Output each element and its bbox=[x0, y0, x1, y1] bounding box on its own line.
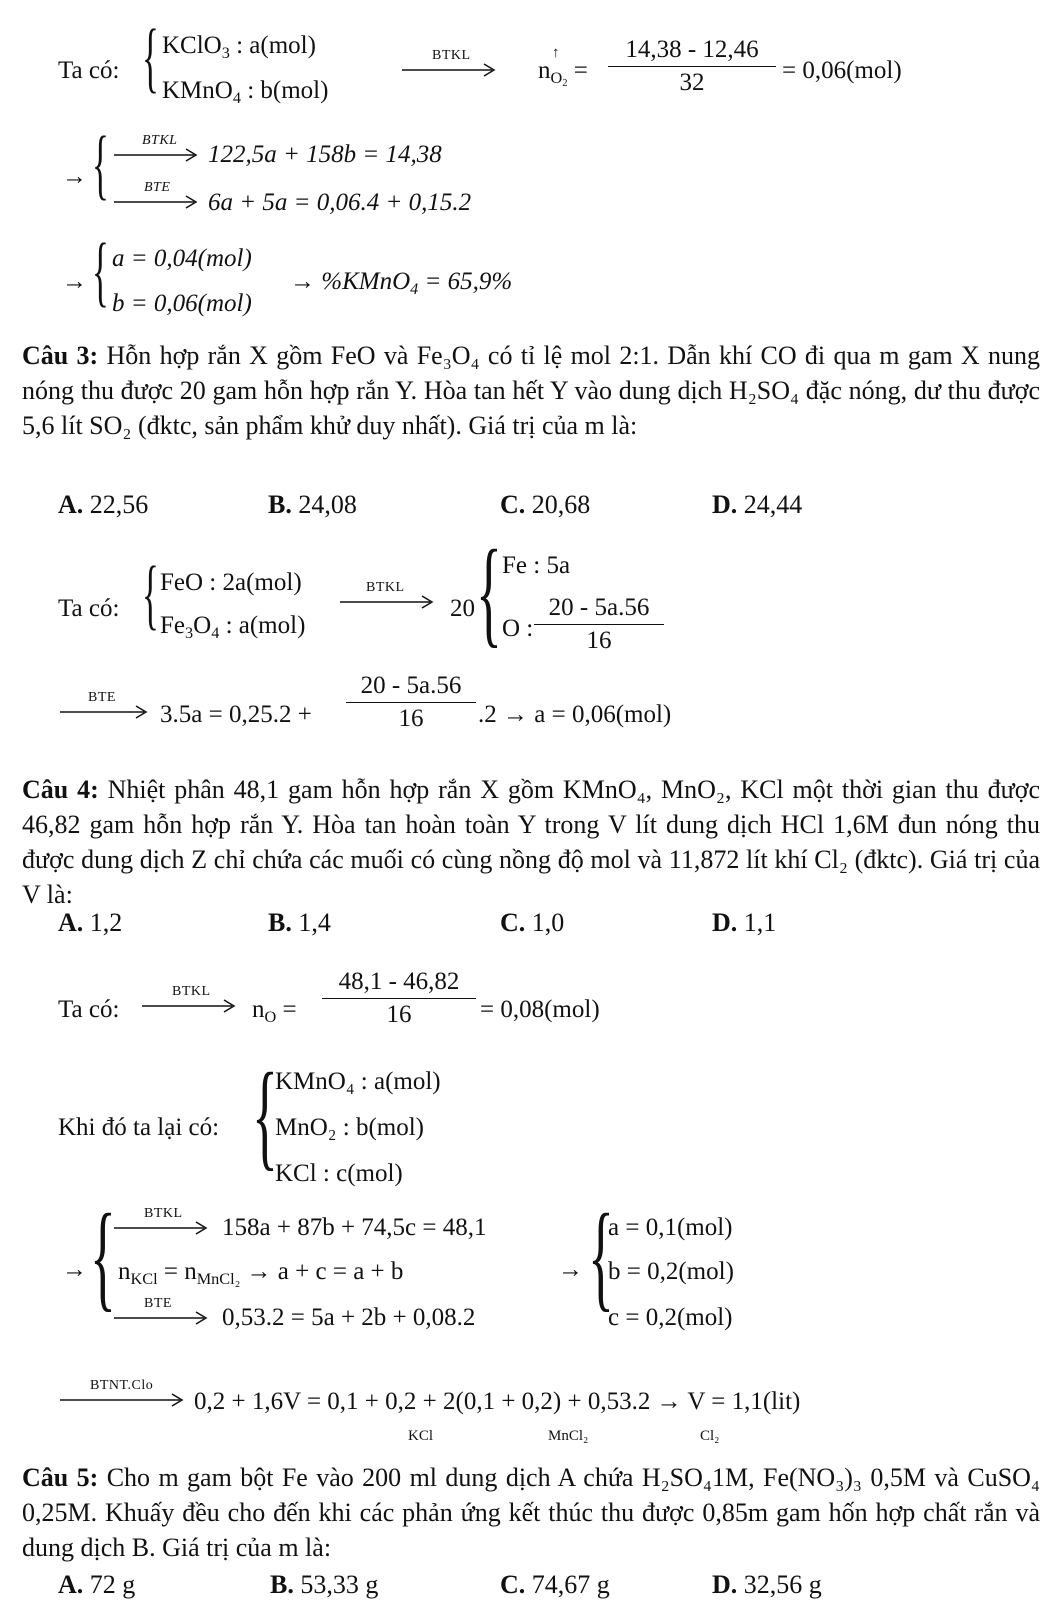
fe3o4-line: $Fe_3O_4$ : a(mol) bbox=[160, 612, 306, 642]
q3-option-d: D. 24,44 bbox=[712, 490, 803, 519]
fraction-no: 48,1 - 46,82 16 bbox=[322, 968, 476, 1029]
brace: { bbox=[142, 13, 159, 100]
implies-arrow: → bbox=[62, 1256, 87, 1283]
implies-arrow: → bbox=[62, 163, 87, 190]
eq3-lhs: 3.5a = 0,25.2 + bbox=[160, 701, 312, 728]
fraction-eq3: 20 - 5a.56 16 bbox=[346, 672, 476, 733]
brace: { bbox=[90, 1189, 116, 1322]
fraction-o2: 14,38 - 12,46 32 bbox=[608, 36, 776, 97]
b-value: b = 0,06(mol) bbox=[112, 290, 252, 317]
mno2-b: MnO₂ : b(mol) bbox=[275, 1114, 424, 1141]
q4-option-d: D. 1,1 bbox=[712, 908, 777, 937]
bte-arrow: BTE bbox=[112, 190, 202, 210]
btkl-arrow: BTKL bbox=[400, 58, 500, 78]
btkl-arrow: BTKL bbox=[140, 994, 240, 1014]
bte-arrow: BTE bbox=[58, 700, 153, 720]
q4-option-a: A. 1,2 bbox=[58, 908, 123, 937]
eq4-bte: 0,53.2 = 5a + 2b + 0,08.2 bbox=[222, 1304, 476, 1331]
fraction-o: 20 - 5a.56 16 bbox=[534, 594, 664, 655]
kmno4-line: KMnO$_4$ : b(mol) bbox=[162, 77, 329, 107]
kcl-c: KCl : c(mol) bbox=[275, 1160, 403, 1187]
taco-label-4: Ta có: bbox=[58, 996, 120, 1023]
c-value-4: c = 0,2(mol) bbox=[608, 1304, 733, 1331]
underbrace-cl2-label: Cl₂ bbox=[700, 1428, 720, 1444]
eq4-ncl: $n_{KCl} = n_{MnCl_2} \to a + c = a + b$ bbox=[118, 1258, 404, 1288]
taco-label-1: Ta có: bbox=[58, 57, 120, 84]
khido-label: Khi đó ta lại có: bbox=[58, 1114, 220, 1141]
q3-option-c: C. 20,68 bbox=[500, 490, 591, 519]
eq-bte: 6a + 5a = 0,06.4 + 0,15.2 bbox=[208, 189, 472, 216]
taco-label-3: Ta có: bbox=[58, 595, 120, 622]
q4-option-b: B. 1,4 bbox=[268, 908, 331, 937]
q5-option-c: C. 74,67 g bbox=[500, 1570, 610, 1599]
kmno4-a: KMnO₄ : a(mol) bbox=[275, 1068, 441, 1095]
final-equation: 0,2 + 1,6V = 0,1 + 0,2 + 2(0,1 + 0,2) + 0,53.2 → V = 1,1(lit) bbox=[194, 1388, 801, 1415]
brace: { bbox=[92, 227, 109, 314]
implies-arrow: → bbox=[558, 1256, 583, 1283]
q5-option-a: A. 72 g bbox=[58, 1570, 136, 1599]
underbrace-mncl2-label: MnCl₂ bbox=[548, 1428, 589, 1444]
question-4: Câu 4: Nhiệt phân 48,1 gam hỗn hợp rắn X gồm KMnO₄, MnO₂, KCl một thời gian thu được 46,82 gam hỗn hợp rắn Y. Hòa tan hoàn toàn Y trong V lít dung dịch HCl 1,6M đun nóng thu được dung dịch Z chỉ chứa các muối có cùng nồng độ mol và 11,872 lít khí Cl₂ (đktc). Giá trị của V là: bbox=[22, 775, 1041, 909]
brace: { bbox=[476, 525, 502, 658]
percent-kmno4: → %KMnO$_4$ = 65,9% bbox=[290, 268, 513, 298]
q5-option-b: B. 53,33 g bbox=[270, 1570, 379, 1599]
q5-option-d: D. 32,56 g bbox=[712, 1570, 822, 1599]
question-5: Câu 5: Cho m gam bột Fe vào 200 ml dung dịch A chứa H₂SO₄1M, Fe(NO₃)₃ 0,5M và CuSO₄ 0,25M. Khuấy đều cho đến khi các phản ứng kết thúc thu được 0,85m gam hốn hợp chất rắn và dung dịch B. Giá trị của m là: bbox=[22, 1463, 1040, 1562]
o-label: O : bbox=[502, 615, 534, 642]
n-o: $n_O$ = bbox=[252, 996, 297, 1026]
bte-arrow: BTE bbox=[112, 1306, 212, 1326]
result-o2: = 0,06(mol) bbox=[782, 57, 902, 84]
q3-option-a: A. 22,56 bbox=[58, 490, 149, 519]
brace: { bbox=[92, 120, 109, 207]
mass-20: 20 bbox=[450, 595, 475, 622]
brace: { bbox=[588, 1189, 614, 1322]
btnt-arrow: BTNT.Clo bbox=[58, 1388, 188, 1408]
result-no: = 0,08(mol) bbox=[480, 996, 600, 1023]
q4-option-c: C. 1,0 bbox=[500, 908, 565, 937]
btkl-arrow: BTKL bbox=[112, 1216, 212, 1236]
implies-arrow: → bbox=[62, 268, 87, 295]
brace: { bbox=[252, 1048, 278, 1181]
btkl-arrow: BTKL bbox=[338, 590, 438, 610]
eq4-btkl: 158a + 87b + 74,5c = 48,1 bbox=[222, 1214, 487, 1241]
question-3: Câu 3: Hỗn hợp rắn X gồm FeO và Fe₃O₄ có tỉ lệ mol 2:1. Dẫn khí CO đi qua m gam X nung nóng thu được 20 gam hỗn hợp rắn Y. Hòa tan hết Y vào dung dịch H₂SO₄ đặc nóng, dư thu được 5,6 lít SO₂ (đktc, sản phẩm khử duy nhất). Giá trị của m là: bbox=[22, 341, 1040, 440]
brace: { bbox=[142, 550, 159, 637]
btkl-arrow: BTKL bbox=[112, 143, 202, 163]
n-o2: $n_{O_2}$ ↑ = bbox=[538, 45, 588, 90]
kclo3-line: KClO$_3$ : a(mol) bbox=[162, 32, 316, 62]
a-value: a = 0,04(mol) bbox=[112, 245, 252, 272]
b-value-4: b = 0,2(mol) bbox=[608, 1258, 734, 1285]
feo-line: FeO : 2a(mol) bbox=[160, 569, 302, 596]
eq-btkl: 122,5a + 158b = 14,38 bbox=[208, 141, 442, 168]
fe-5a: Fe : 5a bbox=[502, 552, 571, 579]
a-value-4: a = 0,1(mol) bbox=[608, 1214, 733, 1241]
q3-option-b: B. 24,08 bbox=[268, 490, 357, 519]
eq3-rhs: .2 → a = 0,06(mol) bbox=[478, 701, 672, 728]
underbrace-kcl-label: KCl bbox=[408, 1428, 434, 1444]
